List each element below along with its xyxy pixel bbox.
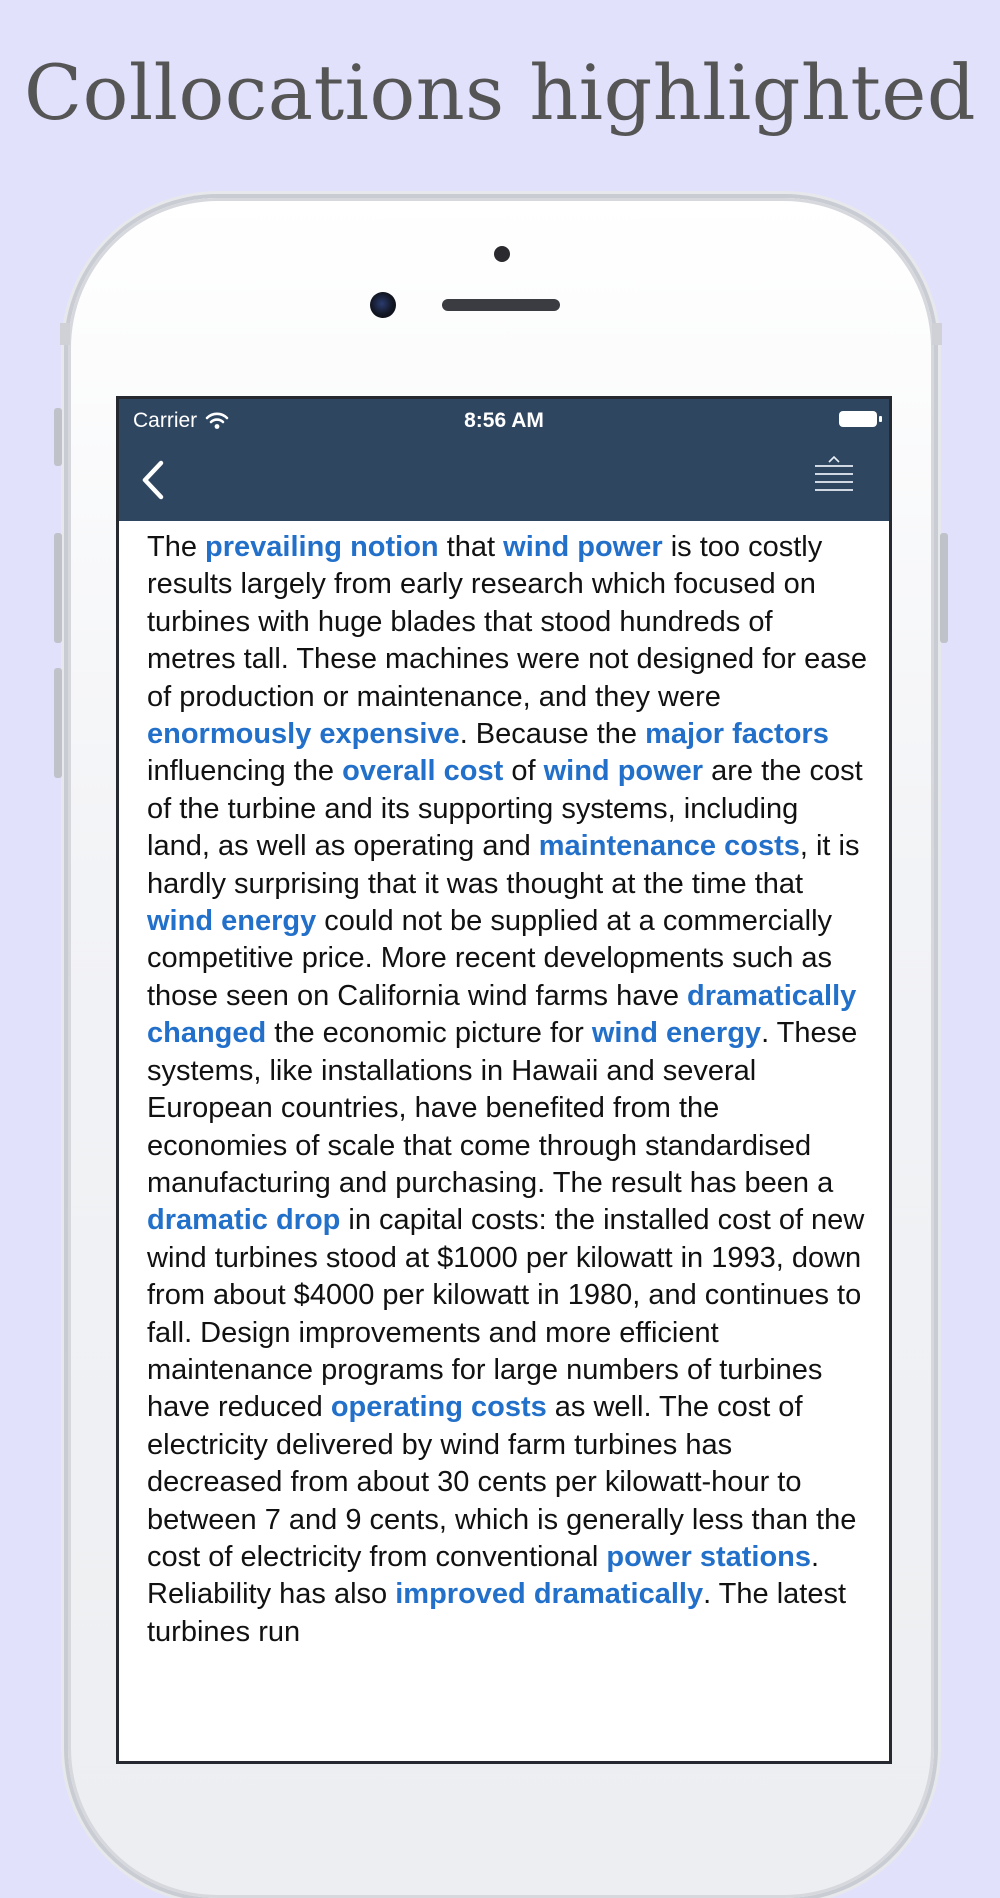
collocation-highlight[interactable]: improved dramatically (395, 1578, 704, 1611)
collocation-highlight[interactable]: dramatic drop (147, 1204, 341, 1237)
volume-down-button (54, 668, 62, 778)
status-bar (119, 399, 889, 441)
article-text-run: The (147, 531, 206, 563)
article-text-run: . These systems, like installations in Hawaii and several European countries, have benefited from the economies of scale that come through standardised manufacturing and purchasing. The result has been a (147, 1017, 858, 1199)
proximity-sensor (494, 246, 510, 262)
antenna-band (60, 323, 70, 345)
mute-switch (54, 408, 62, 466)
article-text-run: the economic picture for (266, 1017, 592, 1050)
earpiece-speaker (442, 299, 560, 311)
battery-icon (839, 411, 877, 427)
collocation-highlight[interactable]: maintenance costs (538, 830, 800, 863)
collocation-highlight[interactable]: overall cost (342, 755, 504, 788)
article-text-run: . Reliability has also (147, 1540, 820, 1611)
collocation-highlight[interactable]: prevailing notion (205, 531, 439, 563)
collocation-highlight[interactable]: wind power (503, 531, 663, 563)
page-headline: Collocations highlighted (23, 48, 977, 137)
carrier-label: Carrier (133, 409, 198, 432)
article-paragraph (147, 529, 867, 1651)
article-text-run: are the cost of the turbine and its supporting systems, including land, as well as operating and (147, 755, 863, 863)
volume-up-button (54, 533, 62, 643)
article-text-run: as well. The cost of electricity delivered by wind farm turbines has decreased from about 30 cents per kilowatt-hour to between 7 and 9 cents, which is generally less than the cost of electricity from conventional (147, 1391, 857, 1573)
article-text-run: , it is hardly surprising that it was thought at the time that (147, 830, 860, 900)
collocation-highlight[interactable]: wind energy (147, 905, 317, 938)
article-text-run: that (438, 531, 504, 563)
antenna-band (932, 323, 942, 345)
status-time: 8:56 AM (464, 409, 544, 432)
collocation-highlight[interactable]: enormously expensive (147, 718, 460, 751)
article-text-run: in capital costs: the installed cost of new wind turbines stood at $1000 per kilowatt in 1993, down from about $4000 per kilowatt in 1980, and continues to fall. Design improvements and more efficient maintenance programs for large numbers of turbines have reduced (147, 1204, 865, 1424)
collocation-highlight[interactable]: wind power (543, 755, 704, 788)
article-text-run: . Because the (459, 718, 646, 751)
front-camera (370, 292, 396, 318)
article-text-run: . The latest turbines run (147, 1578, 847, 1648)
app-screen (116, 396, 892, 1764)
navigation-bar (119, 441, 889, 521)
article-text (147, 529, 867, 1651)
collocation-highlight[interactable]: dramatically changed (147, 979, 857, 1050)
article-text-run: is too costly results largely from early research which focused on turbines with huge blades that stood hundreds of metres tall. These machines were not designed for ease of production or maintenance, and they were (147, 531, 868, 713)
article-text-run: of (503, 755, 544, 788)
collocation-highlight[interactable]: major factors (645, 718, 829, 751)
article-text-run: could not be supplied at a commercially competitive price. More recent developments such as those seen on California wind farms have (147, 905, 833, 1012)
collocation-highlight[interactable]: wind energy (591, 1017, 762, 1050)
power-button (940, 533, 948, 643)
collocation-highlight[interactable]: power stations (606, 1540, 812, 1573)
chevron-left-icon[interactable] (135, 455, 175, 505)
collocation-highlight[interactable]: operating costs (330, 1391, 547, 1424)
list-menu-icon[interactable] (813, 455, 855, 497)
article-text-run: influencing the (147, 755, 343, 788)
